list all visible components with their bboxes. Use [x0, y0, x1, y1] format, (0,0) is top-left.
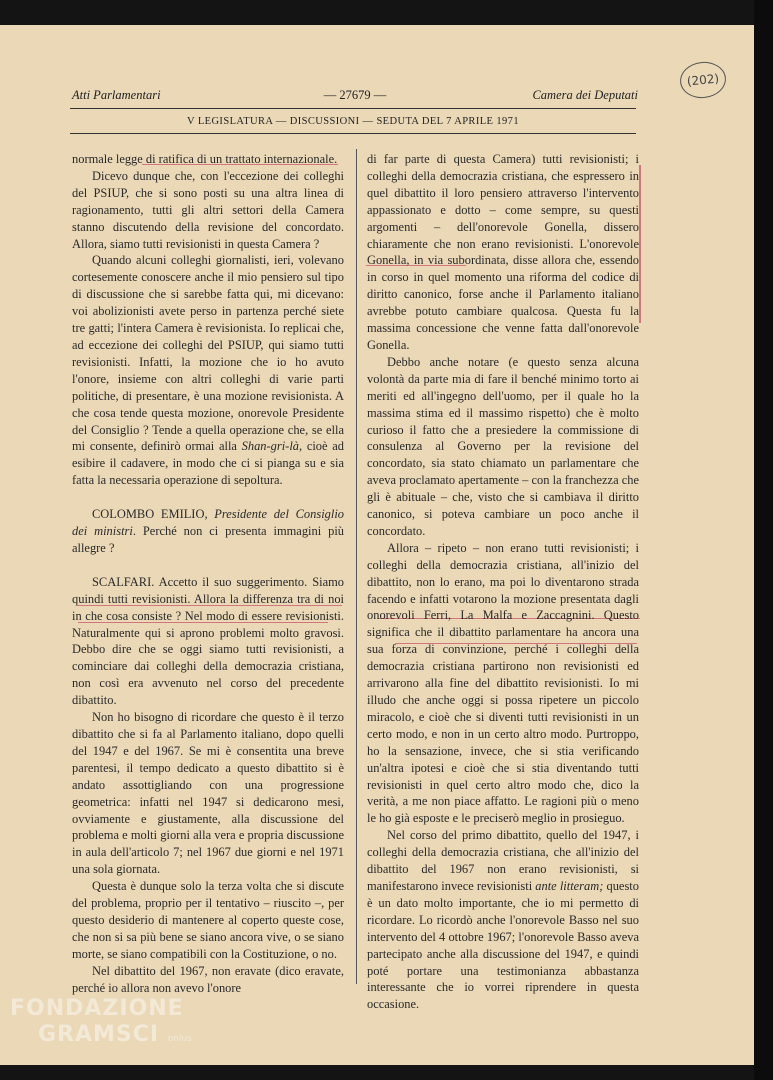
paragraph: di far parte di questa Camera) tutti revisionisti; i colleghi della democrazia cristiana, che espressero in quel dibattito il loro pensiero attraverso l'intervento appassionato e dotto – come sempre, su questi argomenti – dell'onorevole Gonella, dissero chiaramente che non erano revisionisti. L'onorevole Gonella, in via subordinata, disse allora che, essendo in corso in quel momento una riforma del codice di diritto canonico, forse anche il Parlamento italiano avrebbe potuto cambiare qualcosa. Questa fu la massima concessione che venne fatta dall'onorevole Gonella.	[367, 152, 639, 352]
document-page	[0, 25, 754, 1065]
red-margin-line	[639, 165, 641, 323]
speaker-name: SCALFARI	[92, 574, 152, 589]
header-right: Camera dei Deputati	[532, 88, 638, 102]
italic-term: ante litteram;	[535, 878, 604, 893]
paragraph: Nel corso del primo dibattito, quello del 1947, i colleghi della democrazia cristiana, che all'inizio del dibattito del 1967 non erano revisionisti, si manifestarono invece revisionisti ante litteram; questo è un dato molto importante, che io mi permetto di ricordare. Lo ricordò anche l'onorevole Basso nel suo intervento del 4 ottobre 1967; l'onorevole Basso aveva partecipato anche alla discussione del 1947, e quindi poté portare una testimonianza abbastanza interessante che io vorrei riprendere in questa occasione.	[367, 828, 639, 1012]
paragraph: Dicevo dunque che, con l'eccezione dei colleghi del PSIUP, che si sono posti su una altra linea di ragionamento, tutti gli altri settori della Camera stanno discutendo della revisione del concordato. Allora, siamo tutti revisionisti in questa Camera ?	[72, 168, 344, 251]
handwritten-page-annotation: (202)	[678, 60, 728, 101]
left-column	[72, 151, 344, 997]
paragraph: Non ho bisogno di ricordare che questo è il terzo dibattito che si fa al Parlamento italiano, dopo quelli del 1947 e del 1967. Se mi è consentita una breve parentesi, il tempo dedicato a questo dibattito si è andato assottigliando con una progressione geometrica: infatti nel 1947 si dedicarono mesi, ovviamente e giustamente, alla discussione del problema e molti giorni alla vera e propria discussione in aula dell'articolo 7; nel 1967 due giorni e nel 1971 una sola giornata.	[72, 710, 344, 877]
paragraph: Nel dibattito del 1967, non eravate (dico eravate, perché io allora non avevo l'onore	[72, 963, 344, 995]
paragraph: Questa è dunque solo la terza volta che si discute del problema, proprio per il tentativo – riuscito –, per questo desiderio di mantenere al coperto queste cose, che non si sa più bene se siano ancora vive, o se siano morte, se siano compatibili con la Costituzione, o no.	[72, 879, 344, 961]
header-rule-top	[70, 108, 636, 109]
paragraph: normale legge di ratifica di un trattato internazionale.	[72, 152, 338, 166]
italic-term: Shan-gri-là	[241, 439, 299, 454]
speaker-role: Presidente del Consiglio dei ministri	[72, 507, 344, 539]
speaker-name: COLOMBO EMILIO	[92, 507, 205, 522]
fondazione-gramsci-watermark: FONDAZIONE GRAMSCI onlus	[10, 996, 192, 1047]
paragraph: Quando alcuni colleghi giornalisti, ieri, volevano cortesemente conoscere anche il mio pensiero sul tipo di discussione che si sarebbe fatta qui, mi dicevano: voi abolizionisti avete perso in partenza perché siete tre gatti; l'intera Camera è revisionista. Io replicai che, ad eccezione dei colleghi del PSIUP, qui siamo tutti revisionisti. Infatti, la mozione che io ho avuto l'onore, insieme con altri colleghi di varie parti politiche, di presentare, è una mozione revisionista. A che cosa tende questa mozione, onorevole Presidente del Consiglio ? Tende a quella operazione che, se ella mi consente, definirò ormai alla Shan-gri-là, cioè ad esibire il cadavere, in modo che ci si pianga su e sia fatta la necessaria operazione di sepoltura.	[72, 253, 344, 488]
paragraph: Debbo anche notare (e questo senza alcuna volontà da parte mia di fare il benché minimo torto ai meriti ed all'ingegno dell'uomo, per il quale ho la massima stima ed il massimo rispetto) che è molto curioso il fatto che a presiedere la commissione di consulenza al Governo per la revisione del concordato, sia stato chiamato un parlamentare che aveva proclamato apertamente – con la franchezza che gli è abituale – che, visto che si cambiava il diritto canonico, si poteva cambiare un poco anche il concordato.	[367, 354, 639, 538]
paragraph: Allora – ripeto – non erano tutti revisionisti; i colleghi della democrazia cristiana, all'inizio del dibattito, non lo erano, ma poi lo diventarono strada facendo e infatti votarono la mozione presentata dagli onorevoli Ferri, La Malfa e Zaccagnini. Questo significa che il dibattito parlamentare ha ancora una sua forza di convinzione, perché i colleghi della democrazia cristiana partirono non revisionisti ed arrivarono alla fine del dibattito revisionisti. Io mi illudo che anche oggi si possa ripetere un piccolo miracolo, e cioè che si diventi tutti revisionisti in un certo modo, e non in un certo altro modo. Purtroppo, ho la sensazione, invece, che si stia verificando un'altra ipotesi e cioè che si stia diventando tutti revisionisti in quel certo altro modo che, dico la verità, a me non piace affatto. Le ragioni più o meno le ho già esposte e le preciserò meglio in prosieguo.	[367, 540, 639, 826]
column-divider	[356, 149, 357, 984]
header-rule-bottom	[70, 133, 636, 134]
speaker-paragraph: SCALFARI. Accetto il suo suggerimento. Siamo quindi tutti revisionisti. Allora la differenza tra di noi in che cosa consiste ? Nel modo di essere revisionisti. Naturalmente qui si aprono problemi molto gravosi. Debbo dire che se oggi siamo tutti revisionisti, a cominciare dai colleghi della democrazia cristiana, non così era avvenuto nel corso del precedente dibattito.	[72, 574, 344, 708]
session-subheader: V LEGISLATURA — DISCUSSIONI — SEDUTA DEL 7 APRILE 1971	[187, 116, 519, 127]
header-page-number: — 27679 —	[323, 88, 387, 102]
header-left: Atti Parlamentari	[72, 88, 161, 102]
right-column	[367, 151, 639, 1013]
scanner-edge	[754, 0, 773, 1080]
speaker-paragraph: COLOMBO EMILIO, Presidente del Consiglio dei ministri. Perché non ci presenta immagini più allegre ?	[72, 507, 344, 555]
